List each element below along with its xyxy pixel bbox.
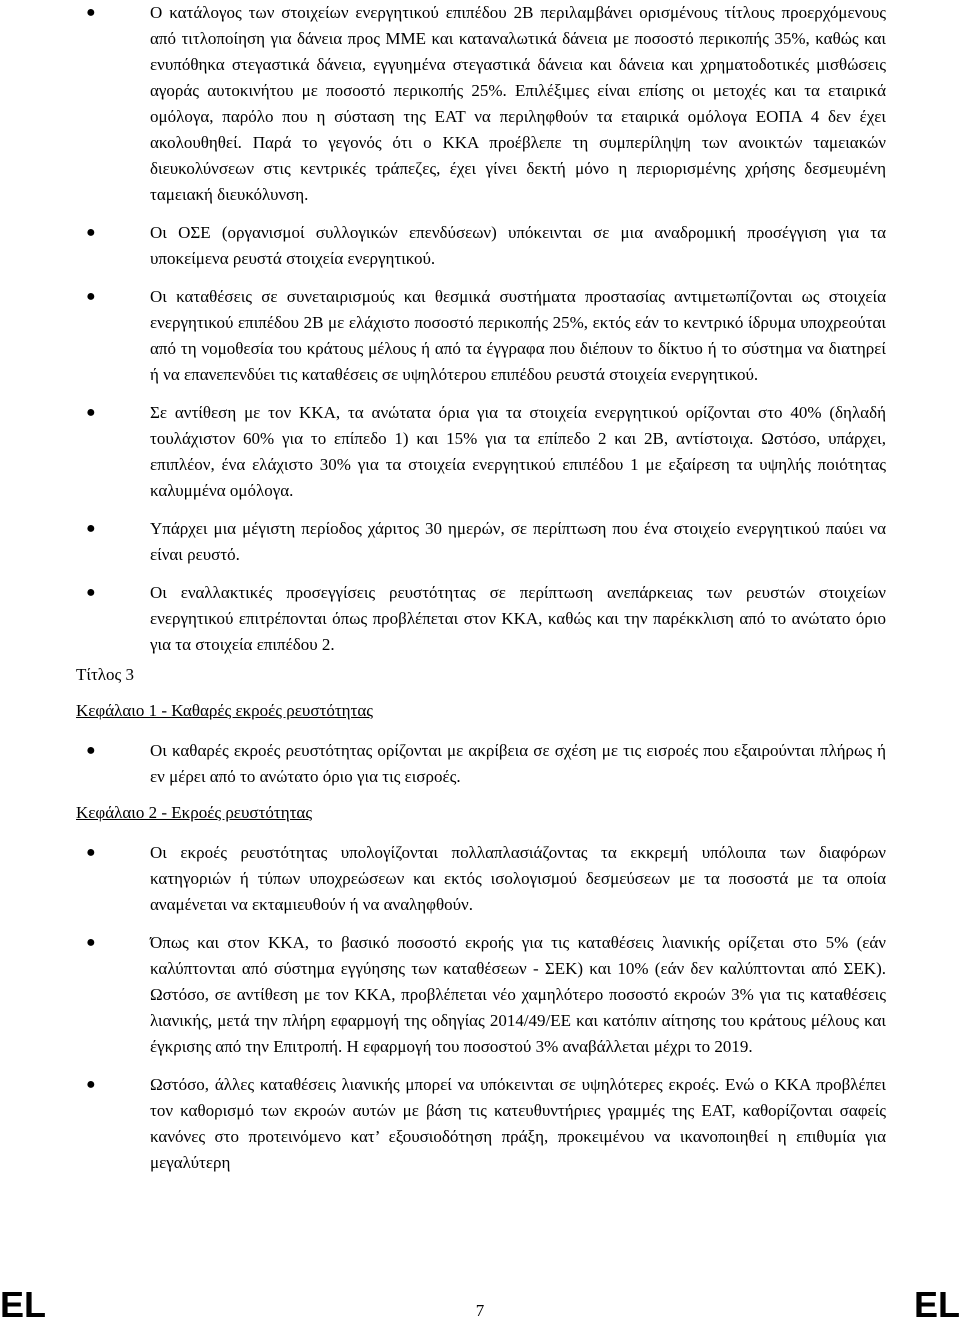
section-title: Τίτλος 3 — [76, 665, 135, 684]
bullet-icon: ● — [86, 844, 96, 861]
footer-language-left: EL — [0, 1284, 47, 1325]
paragraph-text: Οι καταθέσεις σε συνεταιρισμούς και θεσμικά συστήματα προστασίας αντιμετωπίζονται ως στοιχεία ενεργητικού επιπέδου 2Β με ελάχιστο ποσοστό περικοπής 25%, εκτός εάν το κεντρικό ίδρυμα υποχρεούται από τη νομοθεσία του κράτους μέλους ή από τα έγγραφα που διέπουν το δίκτυο ή το σύστημα να διατηρεί ή να επανεπενδύει τις καταθέσεις σε υψηλότερου επιπέδου ρευστά στοιχεία ενεργητικού. — [150, 287, 886, 384]
list-item — [76, 0, 886, 208]
footer-language-right: EL — [913, 1284, 960, 1325]
list-item — [76, 1072, 886, 1176]
chapter-1-heading: Κεφάλαιο 1 - Καθαρές εκροές ρευστότητας — [76, 701, 374, 720]
paragraph-text: Σε αντίθεση με τον ΚΚΑ, τα ανώτατα όρια για τα στοιχεία ενεργητικού ορίζονται στο 40% (δηλαδή τουλάχιστον 60% για το επίπεδο 1) και 15% για τα επίπεδο 2 και 2Β, αντίστοιχα. Ωστόσο, υπάρχει, επιπλέον, ένα ελάχιστο 30% για τα στοιχεία ενεργητικού επιπέδου 1 με εξαίρεση τα υψηλής ποιότητας καλυμμένα ομόλογα. — [150, 403, 886, 500]
paragraph-text: Ωστόσο, άλλες καταθέσεις λιανικής μπορεί να υπόκεινται σε υψηλότερες εκροές. Ενώ ο ΚΚΑ προβλέπει τον καθορισμό των εκροών αυτών με βάση τις κατευθυντήριες γραμμές της ΕΑΤ, καθορίζονται σαφείς κανόνες στο προτεινόμενο κατ’ εξουσιοδότηση πράξη, προκειμένου να ικανοποιηθεί η επιθυμία για μεγαλύτερη — [150, 1075, 886, 1172]
paragraph-text: Οι ΟΣΕ (οργανισμοί συλλογικών επενδύσεων) υπόκεινται σε μια αναδρομική προσέγγιση για τα υποκείμενα ρευστά στοιχεία ενεργητικού. — [150, 223, 886, 268]
chapter-2-heading: Κεφάλαιο 2 - Εκροές ρευστότητας — [76, 803, 313, 822]
paragraph-text: Οι εκροές ρευστότητας υπολογίζονται πολλαπλασιάζοντας τα εκκρεμή υπόλοιπα των διαφόρων κατηγοριών ή τύπων υποχρεώσεων και εκτός ισολογισμού δεσμεύσεων με τα ποσοστά με τα οποία αναμένεται να εκταμιευθούν ή να αναληφθούν. — [150, 843, 886, 914]
list-item — [76, 516, 886, 568]
document-body — [76, 0, 886, 1176]
bullet-icon: ● — [86, 404, 96, 421]
list-item — [76, 400, 886, 504]
bullet-icon: ● — [86, 934, 96, 951]
list-item — [76, 738, 886, 790]
bullet-icon: ● — [86, 1076, 96, 1093]
list-item — [76, 840, 886, 918]
bullet-icon: ● — [86, 742, 96, 759]
bullet-icon: ● — [86, 288, 96, 305]
paragraph-text: Υπάρχει μια μέγιστη περίοδος χάριτος 30 ημερών, σε περίπτωση που ένα στοιχείο ενεργητικού παύει να είναι ρευστό. — [150, 519, 886, 564]
paragraph-text: Οι καθαρές εκροές ρευστότητας ορίζονται με ακρίβεια σε σχέση με τις εισροές που εξαιρούνται πλήρως ή εν μέρει από το ανώτατο όριο για τις εισροές. — [150, 741, 886, 786]
bullet-icon: ● — [86, 224, 96, 241]
paragraph-text: Ο κατάλογος των στοιχείων ενεργητικού επιπέδου 2Β περιλαμβάνει ορισμένους τίτλους προερχόμενους από τιτλοποίηση για δάνεια προς ΜΜΕ και καταναλωτικά δάνεια με ποσοστό περικοπής 35%, καθώς και ενυπόθηκα στεγαστικά δάνεια, εγγυημένα στεγαστικά δάνεια και δάνεια και χρηματοδοτικές μισθώσεις αγοράς αυτοκινήτου με ποσοστό περικοπής 25%. Επιλέξιμες είναι επίσης οι μετοχές και τα εταιρικά ομόλογα, παρόλο που η σύσταση της ΕΑΤ να περιληφθούν τα εταιρικά ομόλογα ΕΟΠΑ 4 δεν έχει ακολουθηθεί. Παρά το γεγονός ότι ο ΚΚΑ προέβλεπε τη συμπερίληψη των ανοικτών ταμειακών διευκολύνσεων στις κεντρικές τράπεζες, έχει γίνει δεκτή μόνο η περιορισμένης χρήσης δεσμευμένη ταμειακή διευκόλυνση. — [150, 3, 886, 204]
list-item — [76, 930, 886, 1060]
bullet-icon: ● — [86, 584, 96, 601]
list-item — [76, 284, 886, 388]
list-item — [76, 220, 886, 272]
list-item — [76, 580, 886, 658]
page-number: 7 — [475, 1301, 485, 1320]
paragraph-text: Οι εναλλακτικές προσεγγίσεις ρευστότητας σε περίπτωση ανεπάρκειας των ρευστών στοιχείων ενεργητικού επιτρέπονται όπως προβλέπεται στον ΚΚΑ, καθώς και την παρέκκλιση από το ανώτατο όριο για τα στοιχεία επιπέδου 2. — [150, 583, 886, 654]
bullet-icon: ● — [86, 4, 96, 21]
bullet-icon: ● — [86, 520, 96, 537]
paragraph-text: Όπως και στον ΚΚΑ, το βασικό ποσοστό εκροής για τις καταθέσεις λιανικής ορίζεται στο 5% (εάν καλύπτονται από σύστημα εγγύησης των καταθέσεων - ΣΕΚ) και 10% (εάν δεν καλύπτονται από ΣΕΚ). Ωστόσο, σε αντίθεση με τον ΚΚΑ, προβλέπεται νέο χαμηλότερο ποσοστό εκροών 3% για τις καταθέσεις λιανικής, μετά την πλήρη εφαρμογή της οδηγίας 2014/49/ΕΕ και κατόπιν αίτησης του κράτους μέλους και έγκρισης από την Επιτροπή. Η εφαρμογή του ποσοστού 3% αναβάλλεται μέχρι το 2019. — [150, 933, 886, 1056]
